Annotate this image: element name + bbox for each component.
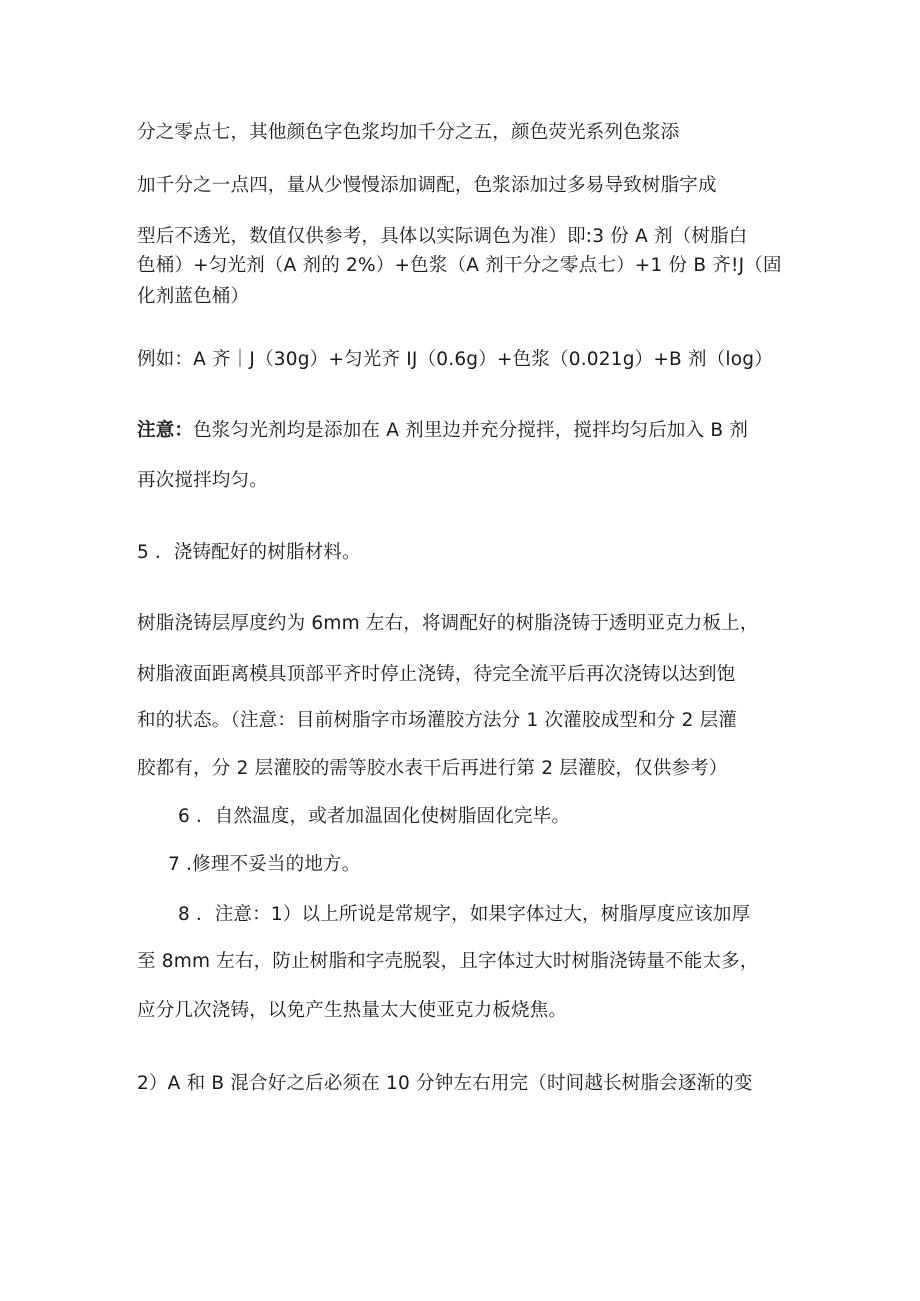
text-line: 化剂蓝色桶） bbox=[137, 286, 250, 307]
step-8-line: 8 ．注意：1）以上所说是常规字，如果字体过大，树脂厚度应该加厚 bbox=[178, 904, 751, 925]
text-line: 2）A 和 B 混合好之后必须在 10 分钟左右用完（时间越长树脂会逐渐的变 bbox=[137, 1073, 753, 1094]
example-line: 例如：A 齐｜J（30g）+匀光齐 IJ（0.6g）+色浆（0.021g）+B 剂（log） bbox=[137, 349, 773, 370]
text-line: 树脂液面距离模具顶部平齐时停止浇铸，待完全流平后再次浇铸以达到饱 bbox=[137, 664, 736, 685]
step-6-line: 6 ．自然温度，或者加温固化使树脂固化完毕。 bbox=[178, 806, 571, 827]
text-line: 加千分之一点四，量从少慢慢添加调配，色浆添加过多易导致树脂字成 bbox=[137, 175, 717, 196]
text-line: 色桶）+匀光剂（A 剂的 2%）+色浆（A 剂干分之零点七）+1 份 B 齐!J（固 bbox=[137, 255, 782, 276]
step-7-line: 7 .修理不妥当的地方。 bbox=[168, 854, 361, 875]
text-line: 应分几次浇铸，以免产生热量太大使亚克力板烧焦。 bbox=[137, 1000, 568, 1021]
text-line: 分之零点七，其他颜色字色浆均加千分之五，颜色荧光系列色浆添 bbox=[137, 122, 680, 143]
note-line bbox=[137, 418, 748, 444]
text-line: 和的状态。（注意：目前树脂字市场灌胶方法分 1 次灌胶成型和分 2 层灌 bbox=[137, 710, 738, 731]
text-line: 再次搅拌均匀。 bbox=[137, 470, 268, 491]
text-line: 树脂浇铸层厚度约为 6mm 左右，将调配好的树脂浇铸于透明亚克力板上， bbox=[137, 613, 759, 634]
text-line: 胶都有，分 2 层灌胶的需等胶水表干后再进行第 2 层灌胶，仅供参考） bbox=[137, 758, 728, 779]
note-text: 色浆匀光剂均是添加在 A 剂里边并充分搅拌，搅拌均匀后加入 B 剂 bbox=[193, 420, 749, 441]
text-line: 至 8mm 左右，防止树脂和字壳脱裂，且字体过大时树脂浇铸量不能太多， bbox=[137, 951, 759, 972]
note-label: 注意： bbox=[137, 420, 194, 441]
text-line: 型后不透光，数值仅供参考，具体以实际调色为准）即:3 份 A 剂（树脂白 bbox=[137, 226, 748, 247]
step-5-heading: 5 ．浇铸配好的树脂材料。 bbox=[137, 542, 361, 563]
